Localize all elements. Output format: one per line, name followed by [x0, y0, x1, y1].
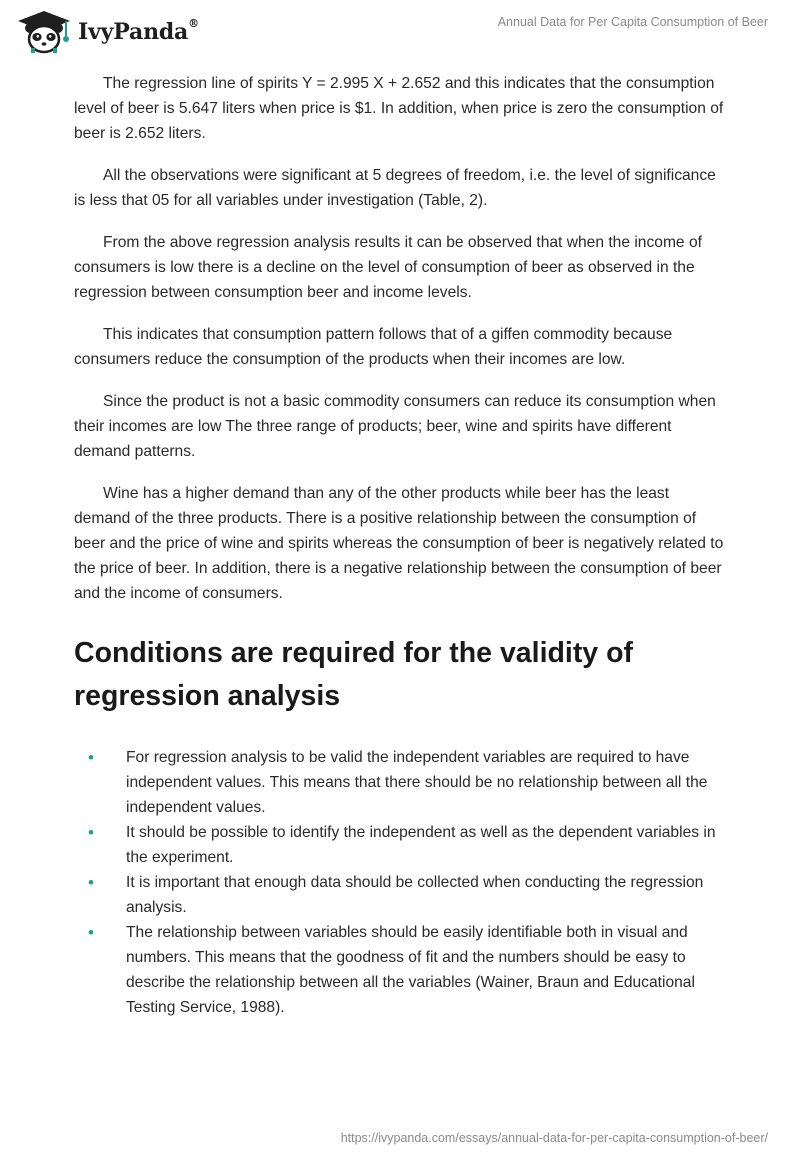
source-url[interactable]: https://ivypanda.com/essays/annual-data-for-per-capita-consumption-of-beer/ — [340, 1131, 768, 1145]
list-item — [74, 870, 724, 920]
section-heading: Conditions are required for the validity of regression analysis — [74, 637, 633, 712]
list-item-text: The relationship between variables should be easily identifiable both in visual and numbers. This means that the goodness of fit and the numbers should be easy to describe the relationship between all the variables (Wainer, Braun and Educational Testing Service, 1988). — [126, 924, 695, 1016]
bullet-icon: • — [88, 873, 94, 892]
conditions-list — [74, 745, 724, 1020]
paragraph: Since the product is not a basic commodity consumers can reduce its consumption when their incomes are low The three range of products; beer, wine and spirits have different demand patterns. — [74, 393, 716, 460]
bullet-icon: • — [88, 823, 94, 842]
paragraph: Wine has a higher demand than any of the other products while beer has the least demand of the three products. There is a positive relationship between the consumption of beer and the price of wine and spirits whereas the consumption of beer is negatively related to the price of beer. In addition, there is a negative relationship between the consumption of beer and the income of consumers. — [74, 485, 724, 602]
brand-name — [78, 19, 199, 45]
paragraph: From the above regression analysis results it can be observed that when the income of consumers is low there is a decline on the level of consumption of beer as observed in the regression between consumption beer and income levels. — [74, 234, 702, 301]
article-body — [74, 71, 724, 1020]
list-item-text: It should be possible to identify the independent as well as the dependent variables in the experiment. — [126, 824, 716, 866]
list-item — [74, 920, 724, 1020]
list-item-text: It is important that enough data should be collected when conducting the regression analysis. — [126, 874, 704, 916]
paragraph: The regression line of spirits Y = 2.995 X + 2.652 and this indicates that the consumption level of beer is 5.647 liters when price is $1. In addition, when price is zero the consumption of beer is 2.652 liters. — [74, 75, 724, 142]
bullet-icon: • — [88, 748, 94, 767]
list-item — [74, 820, 724, 870]
document-title: Annual Data for Per Capita Consumption of Beer — [497, 15, 768, 29]
page-header — [0, 0, 800, 60]
brand-name-text: IvyPanda — [78, 19, 189, 45]
panda-graduate-icon — [16, 10, 72, 54]
registered-mark: ® — [188, 17, 199, 30]
bullet-icon: • — [88, 923, 94, 942]
paragraph: This indicates that consumption pattern follows that of a giffen commodity because consumers reduce the consumption of the products when their incomes are low. — [74, 326, 673, 368]
paragraph: All the observations were significant at 5 degrees of freedom, i.e. the level of significance is less that 05 for all variables under investigation (Table, 2). — [74, 167, 716, 209]
list-item-text: For regression analysis to be valid the independent variables are required to have independent values. This means that there should be no relationship between all the independent values. — [126, 749, 708, 816]
brand-logo[interactable] — [16, 10, 199, 54]
list-item — [74, 745, 724, 820]
